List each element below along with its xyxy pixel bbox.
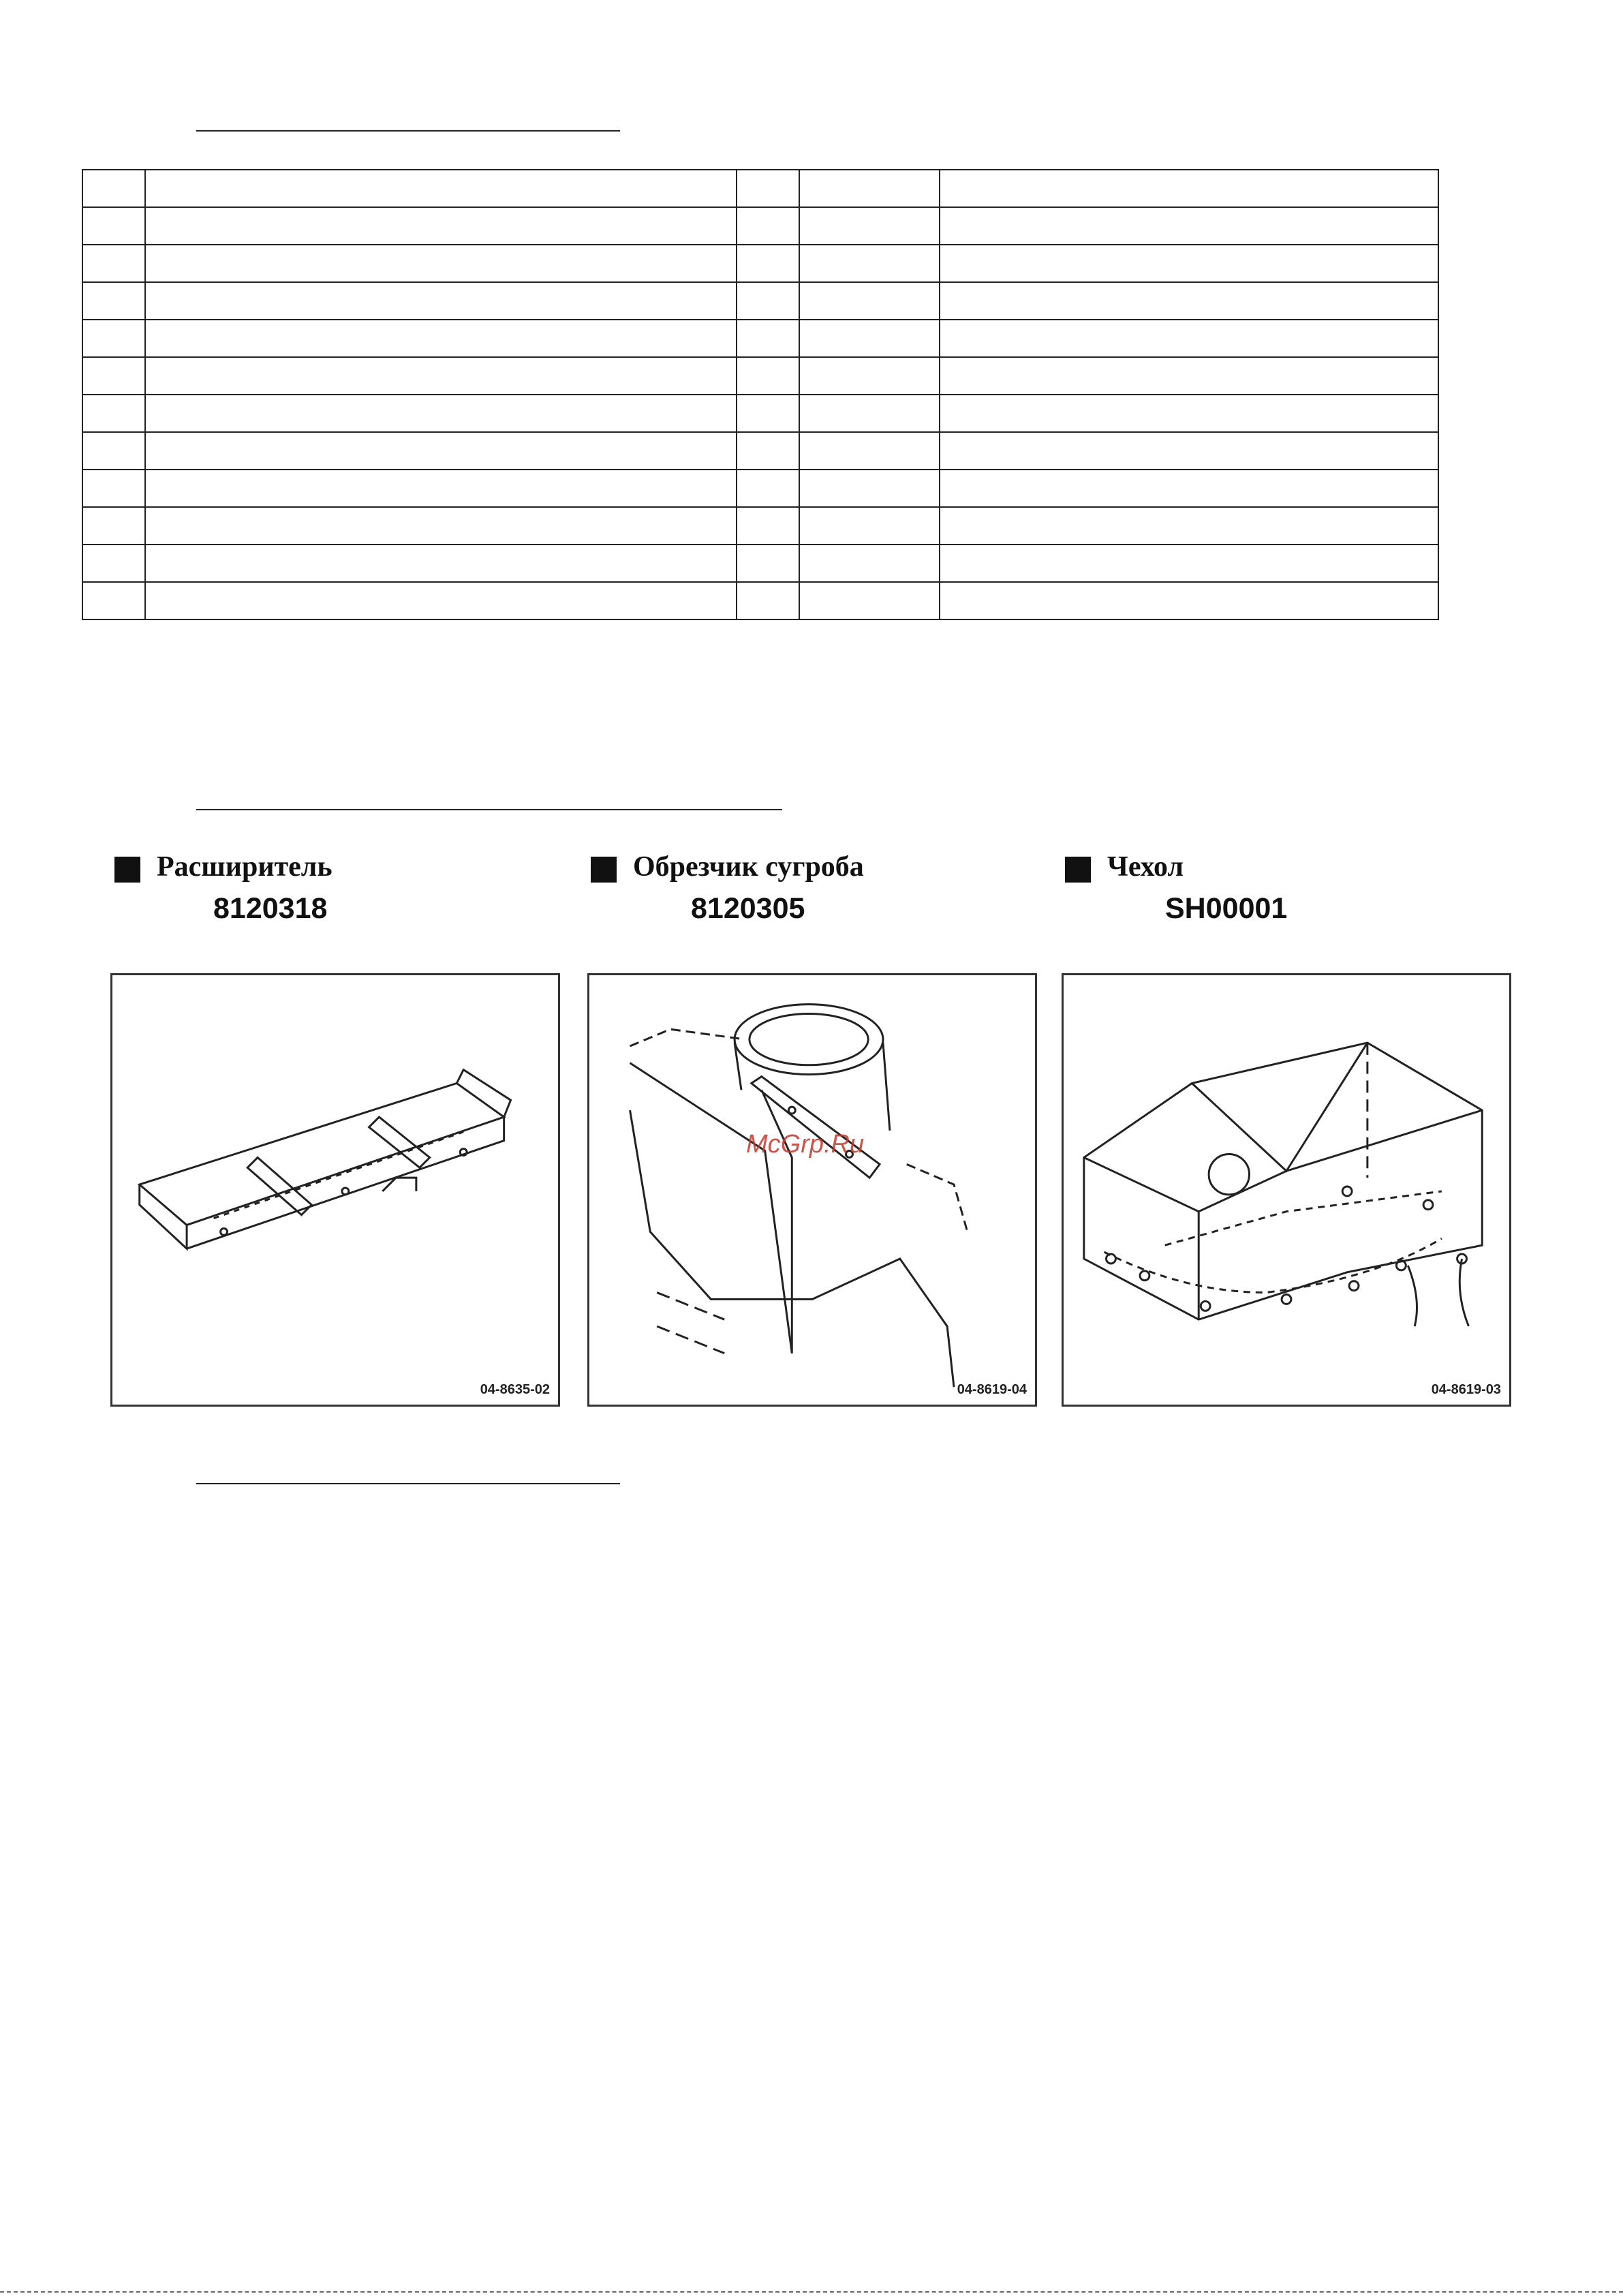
table-cell [737, 432, 799, 470]
table-cell [145, 507, 737, 545]
table-row [82, 170, 1438, 207]
table-cell [145, 432, 737, 470]
square-bullet-icon [114, 857, 140, 883]
table-cell [737, 545, 799, 582]
accessory-name: Обрезчик сугроба [633, 851, 864, 883]
heading-underline-1 [196, 130, 620, 132]
accessory-cover [1065, 848, 1542, 925]
table-cell [940, 320, 1438, 357]
table-cell [737, 207, 799, 245]
table-cell [145, 395, 737, 432]
table-cell [799, 507, 940, 545]
table-cell [799, 545, 940, 582]
table-cell [145, 357, 737, 395]
table-cell [940, 545, 1438, 582]
table-row [82, 432, 1438, 470]
table-row [82, 582, 1438, 619]
table-cell [940, 245, 1438, 282]
figure-code: 04-8619-03 [1431, 1382, 1501, 1397]
table-cell [145, 207, 737, 245]
table-cell [799, 282, 940, 320]
table-cell [799, 470, 940, 507]
spec-table [82, 169, 1439, 620]
table-cell [737, 170, 799, 207]
table-cell [737, 470, 799, 507]
table-cell [82, 320, 145, 357]
table-cell [737, 507, 799, 545]
table-cell [799, 582, 940, 619]
table-cell [940, 395, 1438, 432]
table-cell [940, 207, 1438, 245]
accessory-expander [114, 848, 591, 925]
table-cell [82, 245, 145, 282]
figure-cover [1062, 973, 1511, 1407]
expander-drawing [112, 975, 558, 1405]
table-cell [82, 582, 145, 619]
table-cell [82, 432, 145, 470]
table-cell [145, 470, 737, 507]
accessory-code: SH00001 [1165, 892, 1288, 925]
table-cell [799, 357, 940, 395]
table-cell [799, 395, 940, 432]
table-cell [82, 282, 145, 320]
drift-cutter-drawing [589, 975, 1035, 1405]
table-cell [940, 470, 1438, 507]
table-cell [799, 207, 940, 245]
table-cell [737, 395, 799, 432]
table-cell [799, 320, 940, 357]
figure-drift-cutter [587, 973, 1037, 1407]
table-row [82, 470, 1438, 507]
accessory-name: Чехол [1107, 851, 1184, 883]
table-cell [145, 582, 737, 619]
table-row [82, 357, 1438, 395]
table-cell [940, 170, 1438, 207]
table-cell [82, 507, 145, 545]
table-cell [737, 582, 799, 619]
accessory-code: 8120305 [691, 892, 805, 925]
table-row [82, 507, 1438, 545]
table-cell [940, 432, 1438, 470]
watermark: McGrp.Ru [746, 1130, 865, 1159]
table-row [82, 282, 1438, 320]
table-cell [737, 245, 799, 282]
table-cell [82, 470, 145, 507]
table-cell [82, 545, 145, 582]
cover-drawing [1064, 975, 1509, 1405]
table-cell [940, 282, 1438, 320]
accessory-drift-cutter [591, 848, 1068, 925]
table-cell [737, 320, 799, 357]
table-row [82, 395, 1438, 432]
table-cell [940, 357, 1438, 395]
square-bullet-icon [591, 857, 617, 883]
page-bottom-edge [0, 2291, 1623, 2293]
table-cell [82, 170, 145, 207]
figure-expander [110, 973, 560, 1407]
table-cell [145, 282, 737, 320]
table-cell [145, 170, 737, 207]
figure-code: 04-8619-04 [957, 1382, 1027, 1397]
accessory-name: Расширитель [157, 851, 333, 883]
figure-code: 04-8635-02 [480, 1382, 550, 1397]
table-row [82, 320, 1438, 357]
table-cell [145, 245, 737, 282]
table-cell [799, 432, 940, 470]
heading-underline-3 [196, 1483, 620, 1484]
table-cell [737, 282, 799, 320]
square-bullet-icon [1065, 857, 1091, 883]
table-cell [82, 357, 145, 395]
table-cell [145, 545, 737, 582]
table-row [82, 545, 1438, 582]
table-cell [145, 320, 737, 357]
heading-underline-2 [196, 809, 782, 810]
table-cell [737, 357, 799, 395]
table-row [82, 207, 1438, 245]
table-cell [799, 245, 940, 282]
table-cell [82, 207, 145, 245]
table-cell [940, 582, 1438, 619]
accessory-code: 8120318 [213, 892, 328, 925]
table-row [82, 245, 1438, 282]
table-cell [799, 170, 940, 207]
table-cell [940, 507, 1438, 545]
table-cell [82, 395, 145, 432]
